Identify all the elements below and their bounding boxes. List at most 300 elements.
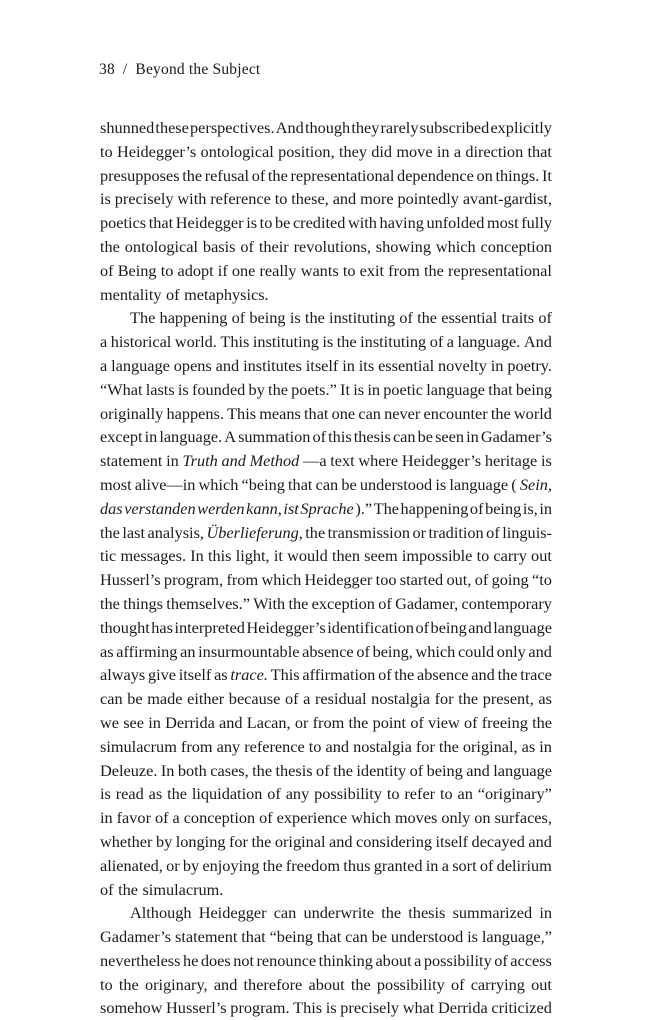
word: except (100, 427, 143, 447)
word: of (410, 712, 424, 732)
word: of (378, 593, 392, 613)
word: ontological (200, 141, 274, 161)
word: by (248, 379, 265, 399)
word: understood (359, 474, 433, 494)
word: of (494, 950, 508, 970)
word: possibility (314, 784, 382, 804)
word: A (224, 427, 236, 447)
word: point (372, 712, 407, 732)
word: sort (452, 855, 477, 875)
word: for (415, 736, 435, 756)
text-line (100, 949, 552, 973)
word: instituting (252, 332, 319, 352)
word: possibility (376, 974, 445, 994)
word: things (123, 593, 163, 613)
word: as (538, 689, 552, 709)
word: which (261, 570, 302, 590)
word: essential (441, 308, 498, 328)
word: light, (235, 546, 270, 566)
word: means (259, 403, 301, 423)
word: in (490, 355, 504, 375)
word: be (371, 927, 387, 947)
word: on (474, 808, 491, 828)
word: that (316, 927, 342, 947)
word: happening (400, 498, 469, 518)
word: messages. (120, 546, 187, 566)
word: these, (291, 189, 329, 209)
word: of (251, 165, 266, 185)
word: and (466, 760, 490, 780)
word: perspectives. (190, 118, 275, 137)
word: poets.” (291, 379, 337, 399)
word: ).” (355, 498, 373, 518)
word: itself (435, 831, 469, 851)
text-line (100, 782, 552, 806)
word: unfolded (426, 213, 485, 233)
text-line (100, 996, 552, 1020)
word: thought (100, 617, 150, 637)
word: any (285, 784, 310, 804)
word: and (332, 189, 357, 209)
text-line (100, 425, 552, 449)
word: werden (197, 498, 245, 518)
word: revolutions, (293, 236, 371, 256)
word: themselves.” (166, 593, 250, 613)
word: affirming (116, 641, 178, 661)
word: of (267, 784, 281, 804)
word: Derrida (165, 712, 215, 732)
text-line (100, 830, 552, 854)
word: access (510, 950, 552, 970)
word: ontological (124, 236, 199, 256)
text-line (100, 592, 552, 616)
word: the (497, 665, 518, 685)
word: It (340, 379, 350, 399)
word: of (450, 974, 465, 994)
word: This (270, 665, 300, 685)
text-line (100, 925, 552, 949)
book-title: Beyond the Subject (135, 61, 261, 78)
word: which (415, 641, 456, 661)
word: a (414, 950, 422, 970)
word: in (166, 451, 179, 471)
word: in (100, 808, 113, 828)
word: ist (283, 498, 299, 518)
text-line (100, 806, 552, 830)
word: freedom (285, 855, 341, 875)
word: too (375, 570, 397, 590)
word: in (342, 355, 355, 375)
word: in (436, 141, 450, 161)
word: last (122, 522, 145, 542)
text-line (100, 568, 552, 592)
word: surfaces, (494, 808, 552, 828)
word: Gadamer’s (100, 927, 172, 947)
word: renounce (256, 950, 317, 970)
text-line (100, 235, 552, 259)
word: out (531, 974, 552, 994)
word: of (312, 427, 327, 447)
word: one (231, 260, 256, 280)
word: is (100, 189, 111, 209)
word: they (338, 141, 367, 161)
word: thesis (408, 903, 446, 923)
word: adopt (177, 260, 214, 280)
word: favor (116, 808, 151, 828)
running-head (99, 61, 260, 79)
word: can (273, 903, 297, 923)
word: he (182, 950, 199, 970)
word: be (341, 474, 357, 494)
word: about (375, 950, 412, 970)
word: Heidegger (198, 903, 267, 923)
word: the (394, 665, 415, 685)
text-line (100, 735, 552, 759)
word: a (100, 332, 108, 352)
word: precisely (114, 189, 174, 209)
word: subscribed (419, 118, 490, 137)
word: happens. (166, 403, 224, 423)
word: verstanden (124, 498, 196, 518)
word: this (328, 427, 352, 447)
word: to (259, 213, 273, 233)
word: and (213, 974, 238, 994)
word: the (118, 879, 138, 899)
text-line (100, 283, 552, 307)
word: can (392, 427, 416, 447)
word: program, (163, 570, 224, 590)
word: most (486, 213, 519, 233)
text-line (100, 497, 552, 521)
word: can (345, 927, 368, 947)
text-line (100, 473, 552, 497)
word: The (373, 498, 399, 518)
word: to (439, 784, 453, 804)
word: the (288, 593, 309, 613)
word: the (417, 308, 438, 328)
word: not (233, 950, 254, 970)
word: The (130, 308, 156, 328)
word: move (396, 141, 433, 161)
text-line (100, 640, 552, 664)
word: of (479, 855, 494, 875)
word: an (457, 784, 473, 804)
word: conception (480, 236, 552, 256)
word: of (469, 498, 484, 518)
text-line (100, 878, 552, 902)
word: having (379, 213, 424, 233)
word: encounter (423, 403, 488, 423)
word: instituting (329, 308, 396, 328)
word: trace (520, 665, 552, 685)
word: that (148, 213, 174, 233)
word: tic (100, 546, 117, 566)
word: the (167, 784, 187, 804)
word: representational (447, 260, 552, 280)
word: of (409, 760, 424, 780)
word: the (305, 522, 326, 542)
text-line (100, 687, 552, 711)
word: the (252, 760, 273, 780)
text-line (100, 402, 552, 426)
word: explicitly (490, 118, 552, 137)
word: in (425, 855, 439, 875)
text-line (100, 973, 552, 997)
word: of (463, 712, 478, 732)
word: never (384, 403, 421, 423)
word: seem (364, 546, 398, 566)
word: identification (327, 617, 415, 637)
word: thesis (353, 427, 391, 447)
word: freeing (481, 712, 528, 732)
word: Being (117, 260, 157, 280)
word: the (251, 831, 272, 851)
text-line (100, 116, 552, 140)
word: really (259, 260, 297, 280)
word: that (288, 474, 313, 494)
word: of (166, 284, 180, 304)
word: the (100, 593, 120, 613)
word: for (228, 831, 248, 851)
word: to (476, 546, 490, 566)
word: most (100, 474, 132, 494)
word: made (147, 689, 183, 709)
word: shunned (100, 118, 155, 137)
word: Sein, (519, 474, 552, 494)
word: the (333, 760, 353, 780)
word: Husserl’s (166, 998, 227, 1018)
word: of (284, 689, 299, 709)
word: the (336, 332, 357, 352)
word: Gadamer, (395, 593, 459, 613)
word: of (415, 617, 430, 637)
word: instituting (360, 332, 427, 352)
word: either (187, 689, 225, 709)
word: as (521, 736, 536, 756)
word: seen (435, 427, 464, 447)
word: a (303, 689, 311, 709)
word: the (118, 974, 139, 994)
word: presupposes (100, 165, 180, 185)
word: basis (202, 236, 236, 256)
text-line (100, 187, 552, 211)
word: is (177, 379, 189, 399)
word: could (457, 641, 495, 661)
word: original, (462, 736, 518, 756)
word: or (412, 522, 427, 542)
word: avant-gardist, (462, 189, 552, 209)
word: Sprache (300, 498, 354, 518)
word: exception (311, 593, 375, 613)
word: of (538, 308, 552, 328)
word: lasts (145, 379, 175, 399)
word: absence (302, 641, 354, 661)
word: thinking (318, 950, 373, 970)
text-line (100, 901, 552, 925)
word: heritage (484, 451, 538, 471)
word: nevertheless (100, 950, 181, 970)
word: is (246, 213, 258, 233)
word: poetic (383, 379, 423, 399)
word: possibility (423, 950, 492, 970)
word: “being (241, 474, 285, 494)
word: dependence (397, 165, 474, 185)
word: representational (290, 165, 395, 185)
word: Deleuze. (100, 760, 158, 780)
word: This (293, 998, 323, 1018)
word: and (528, 641, 552, 661)
word: is (353, 379, 365, 399)
word: that (527, 141, 552, 161)
word: happening (159, 308, 228, 328)
word: to (342, 260, 356, 280)
word: of (399, 308, 413, 328)
word: being (485, 498, 522, 518)
word: did (371, 141, 393, 161)
word: Heidegger (175, 213, 244, 233)
word: linguis- (502, 522, 552, 542)
word: carry (493, 546, 527, 566)
word: we (100, 712, 119, 732)
word: Heidegger’s (401, 451, 482, 471)
word: being (515, 379, 552, 399)
word: founded (191, 379, 246, 399)
word: “to (532, 570, 552, 590)
word: tradition (428, 522, 484, 542)
word: things. (495, 165, 540, 185)
word: Heidegger’s (116, 141, 197, 161)
word: showing (375, 236, 431, 256)
word: is (100, 784, 111, 804)
text-line (100, 211, 552, 235)
word: that (304, 403, 329, 423)
word: can (315, 474, 339, 494)
word: on (476, 165, 493, 185)
word: poetry. (507, 355, 552, 375)
word: position, (278, 141, 335, 161)
word: by (155, 831, 173, 851)
word: This (220, 332, 250, 352)
text-line (100, 140, 552, 164)
word: their (258, 236, 289, 256)
word: of (100, 260, 114, 280)
word: one (331, 403, 356, 423)
word: traits (501, 308, 535, 328)
word: more (360, 189, 394, 209)
word: whether (100, 831, 153, 851)
word: analysis, (147, 522, 204, 542)
word: to (100, 141, 113, 161)
word: is (435, 474, 447, 494)
word: institutes (243, 355, 302, 375)
word: a (446, 332, 454, 352)
word: in (466, 427, 479, 447)
word: statement (100, 451, 163, 471)
text-line (100, 449, 552, 473)
running-head-separator: / (122, 61, 128, 78)
word: or (166, 855, 180, 875)
word: in (148, 712, 161, 732)
word: thus (343, 855, 371, 875)
text-line (100, 854, 552, 878)
word: Heidegger (304, 570, 373, 590)
word: from (388, 260, 420, 280)
word: of (474, 570, 489, 590)
word: for (434, 689, 454, 709)
word: which (351, 808, 391, 828)
word: language (493, 760, 552, 780)
text-line (100, 616, 552, 640)
word: an (180, 641, 196, 661)
word: only (496, 641, 526, 661)
word: somehow (100, 998, 163, 1018)
word: to (308, 736, 322, 756)
word: historical (110, 332, 172, 352)
word: the (100, 236, 120, 256)
word: of (240, 236, 254, 256)
word: This (227, 403, 257, 423)
word: itself (178, 665, 212, 685)
word: With (253, 593, 286, 613)
word: world (513, 403, 552, 423)
word: and (325, 736, 350, 756)
word: can (358, 403, 381, 423)
word: alienated, (100, 855, 163, 875)
text-line (100, 759, 552, 783)
word: be (127, 689, 143, 709)
word: Method (249, 451, 300, 471)
word: essential (378, 355, 435, 375)
word: simulacrum (100, 736, 177, 756)
word: residual (315, 689, 367, 709)
word: language (111, 355, 170, 375)
word: the (304, 308, 325, 328)
word: credited (292, 213, 346, 233)
word: affirmation (302, 665, 376, 685)
word: and (219, 712, 243, 732)
word: of (231, 308, 246, 328)
word: delirium (496, 855, 552, 875)
word: is (325, 998, 337, 1018)
word: if (217, 260, 228, 280)
word: Heidegger’s (246, 617, 326, 637)
word: longing (175, 831, 226, 851)
word: of (378, 665, 392, 685)
word: kann, (246, 498, 282, 518)
text-line (100, 354, 552, 378)
word: because (228, 689, 281, 709)
word: that (488, 379, 513, 399)
word: does (200, 950, 231, 970)
word: summation (238, 427, 311, 447)
word: a (172, 808, 180, 828)
text-line (100, 330, 552, 354)
word: and (528, 831, 552, 851)
word: as (100, 641, 114, 661)
word: out, (446, 570, 472, 590)
word: what (402, 998, 435, 1018)
word: liquidation (191, 784, 263, 804)
word: language. (457, 332, 521, 352)
word: refusal (204, 165, 250, 185)
word: the (267, 165, 288, 185)
word: the (381, 903, 402, 923)
word: In (160, 760, 175, 780)
word: reference (210, 189, 271, 209)
word: original (274, 831, 326, 851)
word: Husserl’s (100, 570, 161, 590)
word: to (100, 974, 113, 994)
